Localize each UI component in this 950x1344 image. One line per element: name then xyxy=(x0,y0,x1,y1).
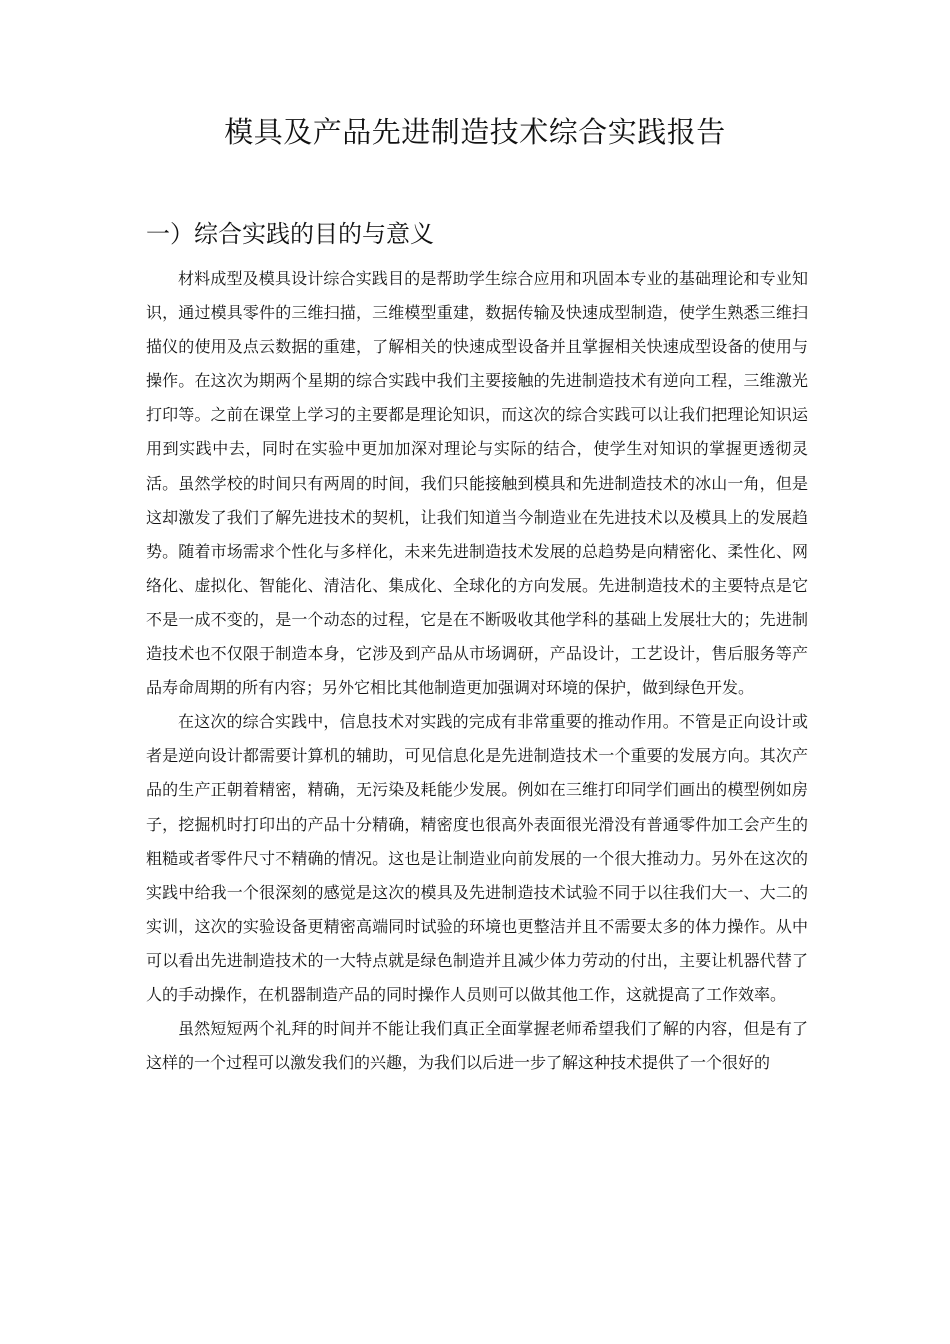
document-title: 模具及产品先进制造技术综合实践报告 xyxy=(224,115,726,149)
paragraph: 虽然短短两个礼拜的时间并不能让我们真正全面掌握老师希望我们了解的内容，但是有了这样的一个过程可以激发我们的兴趣，为我们以后进一步了解这种技术提供了一个很好的 xyxy=(146,1019,808,1073)
paragraph: 材料成型及模具设计综合实践目的是帮助学生综合应用和巩固本专业的基础理论和专业知识，通过模具零件的三维扫描，三维模型重建，数据传输及快速成型制造，使学生熟悉三维扫描仪的使用及点云数据的重建，了解相关的快速成型设备并且掌握相关快速成型设备的使用与操作。在这次为期两个星期的综合实践中我们主要接触的先进制造技术有逆向工程，三维激光打印等。之前在课堂上学习的主要都是理论知识，而这次的综合实践可以让我们把理论知识运用到实践中去，同时在实验中更加加深对理论与实际的结合，使学生对知识的掌握更透彻灵活。虽然学校的时间只有两周的时间，我们只能接触到模具和先进制造技术的冰山一角，但是这却激发了我们了解先进技术的契机，让我们知道当今制造业在先进技术以及模具上的发展趋势。随着市场需求个性化与多样化，未来先进制造技术发展的总趋势是向精密化、柔性化、网络化、虚拟化、智能化、清洁化、集成化、全球化的方向发展。先进制造技术的主要特点是它不是一成不变的，是一个动态的过程，它是在不断吸收其他学科的基础上发展壮大的；先进制造技术也不仅限于制造本身，它涉及到产品从市场调研，产品设计，工艺设计，售后服务等产品寿命周期的所有内容；另外它相比其他制造更加强调对环境的保护，做到绿色开发。 xyxy=(146,269,808,698)
section-body xyxy=(146,262,808,1080)
section-heading: 一）综合实践的目的与意义 xyxy=(146,220,434,248)
paragraph: 在这次的综合实践中，信息技术对实践的完成有非常重要的推动作用。不管是正向设计或者是逆向设计都需要计算机的辅助，可见信息化是先进制造技术一个重要的发展方向。其次产品的生产正朝着精密，精确，无污染及耗能少发展。例如在三维打印同学们画出的模型例如房子，挖掘机时打印出的产品十分精确，精密度也很高外表面很光滑没有普通零件加工会产生的粗糙或者零件尺寸不精确的情况。这也是让制造业向前发展的一个很大推动力。另外在这次的实践中给我一个很深刻的感觉是这次的模具及先进制造技术试验不同于以往我们大一、大二的实训，这次的实验设备更精密高端同时试验的环境也更整洁并且不需要太多的体力操作。从中可以看出先进制造技术的一大特点就是绿色制造并且减少体力劳动的付出，主要让机器代替了人的手动操作，在机器制造产品的同时操作人员则可以做其他工作，这就提高了工作效率。 xyxy=(146,712,808,1004)
